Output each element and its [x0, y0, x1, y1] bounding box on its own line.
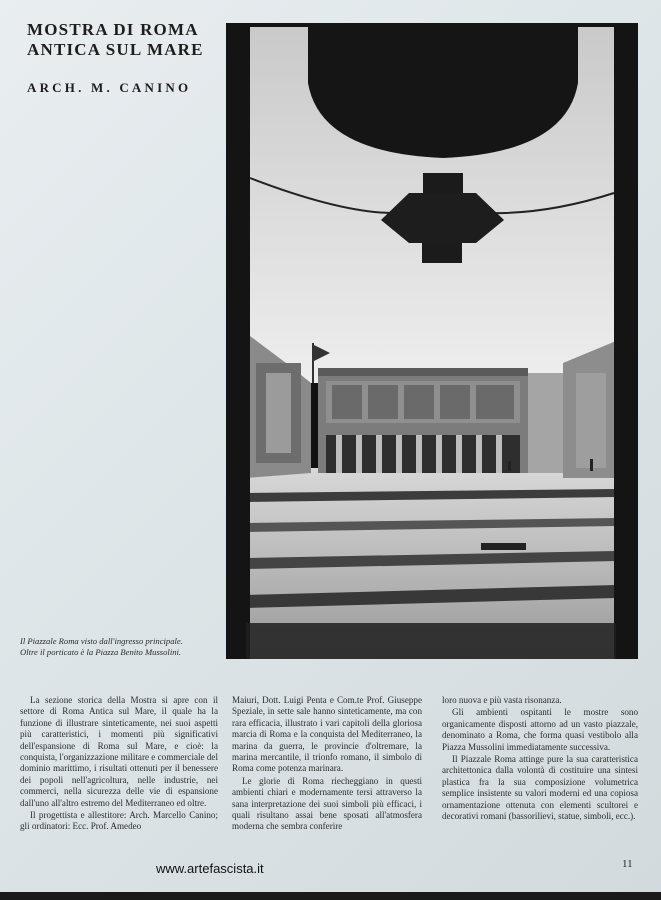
paragraph: Il progettista e allestitore: Arch. Marcello Canino; gli ordinatori: Ecc. Prof. Amedeo: [20, 810, 218, 832]
paragraph: Il Piazzale Roma attinge pure la sua caratteristica architettonica dalla volontà di costituire una sintesi plastica fra la sua composizione volumetrica semplice insistente su valori moderni ed una copiosa ornamentazione ottenuta con elementi scultorei e decorativi romani (bassorilievi, statue, simboli, ecc.).: [442, 754, 638, 822]
paragraph: Maiuri, Dott. Luigi Penta e Com.te Prof. Giuseppe Speziale, in sette sale hanno sinteticamente, ma con rara efficacia, illustrato i vari capitoli della gloriosa marcia di Roma e la conquista del Mediterraneo, la marina da guerra, le provincie d'oltremare, la marina mercantile, il trionfo romano, il simbolo di Roma come potenza marinara.: [232, 695, 422, 774]
website-watermark: www.artefascista.it: [156, 861, 264, 876]
piazzale-roma-photo: [226, 23, 638, 659]
page-number: 11: [622, 858, 633, 870]
caption-line-1: Il Piazzale Roma visto dall'ingresso principale.: [20, 636, 183, 646]
photo-illustration: [226, 23, 638, 659]
paragraph: Gli ambienti ospitanti le mostre sono organicamente disposti attorno ad un vasto piazzale, denominato a Roma, che forma quasi vestibolo alla Piazza Mussolini immediatamente successiva.: [442, 707, 638, 752]
photo-caption: [20, 636, 224, 658]
title-line-2: ANTICA SUL MARE: [27, 40, 204, 59]
paragraph: loro nuova e più vasta risonanza.: [442, 695, 562, 705]
title-line-1: MOSTRA DI ROMA: [27, 20, 199, 39]
paragraph: La sezione storica della Mostra si apre con il settore di Roma Antica sul Mare, il quale ha la funzione di illustrare sinteticamente, nei suoi aspetti più caratteristici, i momenti più significativi dell'espansione di Roma sul Mare, e cioè: la conquista, l'organizzazione militare e commerciale del dominio marittimo, i risultati ottenuti per il benessere dei popoli nell'agricoltura, nelle industrie, nei commerci, nella sicurezza delle vie di espansione dall'uno all'altro estremo del Mediterraneo ed oltre.: [20, 695, 218, 808]
article-author: ARCH. M. CANINO: [27, 80, 192, 95]
text-column-2: [232, 695, 422, 834]
paragraph: Le glorie di Roma riecheggiano in questi ambienti chiari e modernamente tersi attraverso la sana interpretazione dei suoi simboli più efficaci, i quali risultano assai bene sposati all'atmosfera moderna che sembra conferire: [232, 775, 422, 832]
text-column-3: [442, 695, 638, 823]
article-title: [27, 20, 227, 60]
caption-line-2: Oltre il porticato è la Piazza Benito Mussolini.: [20, 647, 182, 657]
text-column-1: [20, 695, 218, 834]
